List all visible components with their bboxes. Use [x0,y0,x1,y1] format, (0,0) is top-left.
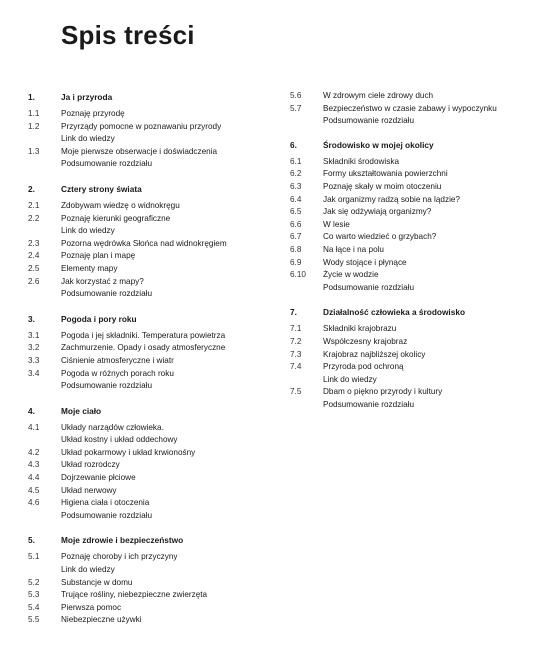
entry-number: 7.3 [290,349,302,359]
toc-entry[interactable] [290,361,530,374]
toc-entry[interactable] [290,231,530,244]
entry-title: Jak organizmy radzą sobie na lądzie? [323,194,460,204]
toc-entry[interactable] [28,434,268,447]
chapter-number: 7. [290,307,297,318]
entry-title: Link do wiedzy [323,374,377,384]
toc-entry[interactable] [28,146,268,159]
entry-title: Układ kostny i układ oddechowy [61,435,178,445]
entry-title: Link do wiedzy [61,134,115,144]
chapter-number: 2. [28,183,35,194]
entry-number: 3.2 [28,343,40,353]
entry-number: 5.4 [28,602,40,612]
toc-entry[interactable] [28,510,268,523]
toc-entry[interactable] [28,589,268,602]
entry-number [290,282,323,295]
toc-entry[interactable] [290,219,530,232]
entry-title: Poznaję choroby i ich przyczyny [61,552,178,562]
toc-entry[interactable] [28,564,268,577]
toc-entry[interactable] [290,206,530,219]
toc-entry[interactable] [28,288,268,301]
entry-title: Niebezpieczne używki [61,615,142,625]
entry-number: 2.2 [28,213,40,223]
entry-title: Dojrzewanie płciowe [61,473,136,483]
entry-title: Przyroda pod ochroną [323,362,404,372]
toc-entry[interactable] [28,368,268,381]
entry-title: Dbam o piękno przyrody i kultury [323,387,443,397]
entry-title: Podsumowanie rozdziału [61,510,153,520]
entry-number [28,288,61,301]
toc-entry[interactable] [28,577,268,590]
toc-entry[interactable] [290,90,530,103]
entry-number: 7.1 [290,324,302,334]
entry-number: 6.9 [290,257,302,267]
entry-number [28,158,61,171]
toc-entry[interactable] [28,472,268,485]
chapter-block [290,139,530,295]
entry-number [290,399,323,412]
entry-number: 3.3 [28,355,40,365]
entry-number: 2.6 [28,276,40,286]
entry-title: W lesie [323,219,350,229]
toc-entry[interactable] [290,115,530,128]
entry-title: Bezpieczeństwo w czasie zabawy i wypoczynku [323,103,497,113]
entry-title: Ciśnienie atmosferyczne i wiatr [61,355,174,365]
chapter-heading[interactable] [28,534,268,547]
toc-entry[interactable] [28,497,268,510]
toc-entry[interactable] [28,459,268,472]
entry-number: 7.5 [290,387,302,397]
entry-title: W zdrowym ciele zdrowy duch [323,91,434,100]
entry-title: Układ pokarmowy i układ krwionośny [61,447,196,457]
chapter-number: 6. [290,139,297,150]
chapter-block [28,534,268,627]
entry-number: 5.6 [290,91,302,100]
entry-title: Link do wiedzy [61,565,115,575]
toc-entry[interactable] [28,355,268,368]
toc-entry[interactable] [290,323,530,336]
toc-entry[interactable] [28,225,268,238]
entry-number: 1.2 [28,121,40,131]
entry-number [28,225,61,238]
entry-number: 5.7 [290,103,302,113]
chapter-title: Moje ciało [61,405,102,416]
toc-entry[interactable] [28,614,268,627]
entry-title: Podsumowanie rozdziału [323,399,415,409]
entry-title: Krajobraz najbliższej okolicy [323,349,426,359]
toc-entry[interactable] [28,330,268,343]
entry-title: Pogoda i jej składniki. Temperatura powietrza [61,330,226,340]
entry-title: Przyrządy pomocne w poznawaniu przyrody [61,121,222,131]
entry-title: Życie w wodzie [323,270,379,280]
entry-number: 2.5 [28,263,40,273]
chapter-title: Środowisko w mojej okolicy [323,139,434,150]
entry-number: 4.5 [28,485,40,495]
chapter-heading[interactable] [28,91,268,104]
entry-title: Poznaję przyrodę [61,109,125,118]
entry-title: Trujące rośliny, niebezpieczne zwierzęta [61,590,208,600]
entry-title: Pierwsza pomoc [61,602,122,612]
chapter-number: 5. [28,535,35,546]
toc-entry[interactable] [28,485,268,498]
entry-number: 6.2 [290,169,302,179]
toc-entry[interactable] [290,336,530,349]
entry-title: Podsumowanie rozdziału [61,381,153,391]
entry-number: 4.3 [28,460,40,470]
entry-number: 1.1 [28,109,40,118]
entry-number: 1.3 [28,146,40,156]
entry-title: Zdobywam wiedzę o widnokręgu [61,200,180,210]
entry-number [290,374,323,387]
entry-title: Podsumowanie rozdziału [61,159,153,169]
toc-entry[interactable] [290,386,530,399]
entry-title: Higiena ciała i otoczenia [61,498,150,508]
entry-title: Układy narządów człowieka. [61,422,164,432]
toc-entry[interactable] [290,269,530,282]
entry-number: 5.1 [28,552,40,562]
entry-title: Układ rozrodczy [61,460,120,470]
toc-entry[interactable] [290,103,530,116]
toc-entry[interactable] [290,168,530,181]
entry-title: Układ nerwowy [61,485,117,495]
entry-title: Link do wiedzy [61,226,115,236]
chapter-block [28,405,268,523]
chapter-block [290,306,530,411]
entry-title: Wody stojące i płynące [323,257,407,267]
toc-entry[interactable] [28,551,268,564]
entry-number [28,434,61,447]
entry-number: 3.4 [28,368,40,378]
entry-number [28,133,61,146]
toc-entry[interactable] [28,276,268,289]
chapter-block [28,313,268,393]
entry-number: 5.2 [28,577,40,587]
chapter-block [28,183,268,301]
entry-number: 5.3 [28,590,40,600]
toc-entry[interactable] [28,158,268,171]
toc-entry[interactable] [28,108,268,121]
entry-number: 7.4 [290,362,302,372]
toc-entry[interactable] [28,263,268,276]
entry-number: 4.1 [28,422,40,432]
toc-entry[interactable] [28,250,268,263]
toc-entry[interactable] [28,342,268,355]
entry-title: Podsumowanie rozdziału [323,116,415,126]
chapter-heading[interactable] [290,139,530,152]
chapter-heading[interactable] [290,306,530,319]
entry-number: 6.6 [290,219,302,229]
entry-number [28,510,61,523]
entry-number: 6.4 [290,194,302,204]
chapter-heading[interactable] [28,183,268,196]
entry-title: Moje pierwsze obserwacje i doświadczenia [61,146,218,156]
entry-title: Współczesny krajobraz [323,336,408,346]
entry-title: Jak korzystać z mapy? [61,276,144,286]
entry-title: Pozorna wędrówka Słońca nad widnokręgiem [61,238,227,248]
toc-entry[interactable] [28,238,268,251]
chapter-title: Pogoda i pory roku [61,313,137,324]
chapter-block [28,91,268,171]
page-title: Spis treści [61,20,195,50]
entry-number: 2.1 [28,200,40,210]
chapter-number: 3. [28,313,35,324]
toc-entry[interactable] [290,156,530,169]
toc-entry[interactable] [290,399,530,412]
entry-title: Składniki krajobrazu [323,324,397,334]
chapter-heading[interactable] [28,313,268,326]
toc-entry[interactable] [28,213,268,226]
entry-number: 5.5 [28,615,40,625]
entry-number [28,564,61,577]
entry-title: Zachmurzenie. Opady i osady atmosferyczne [61,343,226,353]
chapter-number: 4. [28,405,35,416]
toc-right-column [290,91,530,423]
toc-entry[interactable] [290,257,530,270]
entry-number: 2.3 [28,238,40,248]
chapter-title: Cztery strony świata [61,183,142,194]
entry-title: Co warto wiedzieć o grzybach? [323,232,437,242]
toc-entry[interactable] [28,380,268,393]
toc-left-column [28,91,268,639]
entry-title: Jak się odżywiają organizmy? [323,207,432,217]
entry-number: 4.4 [28,473,40,483]
entry-number: 6.7 [290,232,302,242]
toc-entry[interactable] [28,422,268,435]
entry-number: 3.1 [28,330,40,340]
toc-entry[interactable] [28,200,268,213]
entry-title: Podsumowanie rozdziału [61,289,153,299]
entry-title: Składniki środowiska [323,156,399,166]
entry-title: Poznaję plan i mapę [61,251,136,261]
entry-title: Podsumowanie rozdziału [323,282,415,292]
entry-title: Elementy mapy [61,263,118,273]
toc-entry[interactable] [290,282,530,295]
toc-entry[interactable] [28,602,268,615]
entry-number [290,115,323,128]
chapter-title: Ja i przyroda [61,92,113,102]
toc-entry[interactable] [28,447,268,460]
entry-title: Substancje w domu [61,577,133,587]
entry-number: 6.8 [290,244,302,254]
entry-number: 6.5 [290,207,302,217]
entry-number: 6.1 [290,156,302,166]
entry-number [28,380,61,393]
entry-number: 2.4 [28,251,40,261]
chapter-title: Moje zdrowie i bezpieczeństwo [61,535,184,546]
entry-number: 7.2 [290,336,302,346]
toc-entry[interactable] [290,349,530,362]
entry-number: 6.10 [290,270,306,280]
toc-entry[interactable] [290,194,530,207]
chapter-heading[interactable] [28,405,268,418]
toc-entry[interactable] [28,121,268,134]
continued-entries [290,90,530,128]
entry-title: Poznaję skały w moim otoczeniu [323,181,442,191]
toc-entry[interactable] [28,133,268,146]
toc-entry[interactable] [290,244,530,257]
entry-title: Poznaję kierunki geograficzne [61,213,171,223]
entry-number: 4.6 [28,498,40,508]
entry-number: 6.3 [290,181,302,191]
entry-title: Pogoda w różnych porach roku [61,368,174,378]
entry-title: Formy ukształtowania powierzchni [323,169,448,179]
toc-entry[interactable] [290,374,530,387]
entry-number: 4.2 [28,447,40,457]
chapter-number: 1. [28,92,35,102]
entry-title: Na łące i na polu [323,244,384,254]
chapter-title: Działalność człowieka a środowisko [323,307,466,318]
toc-entry[interactable] [290,181,530,194]
